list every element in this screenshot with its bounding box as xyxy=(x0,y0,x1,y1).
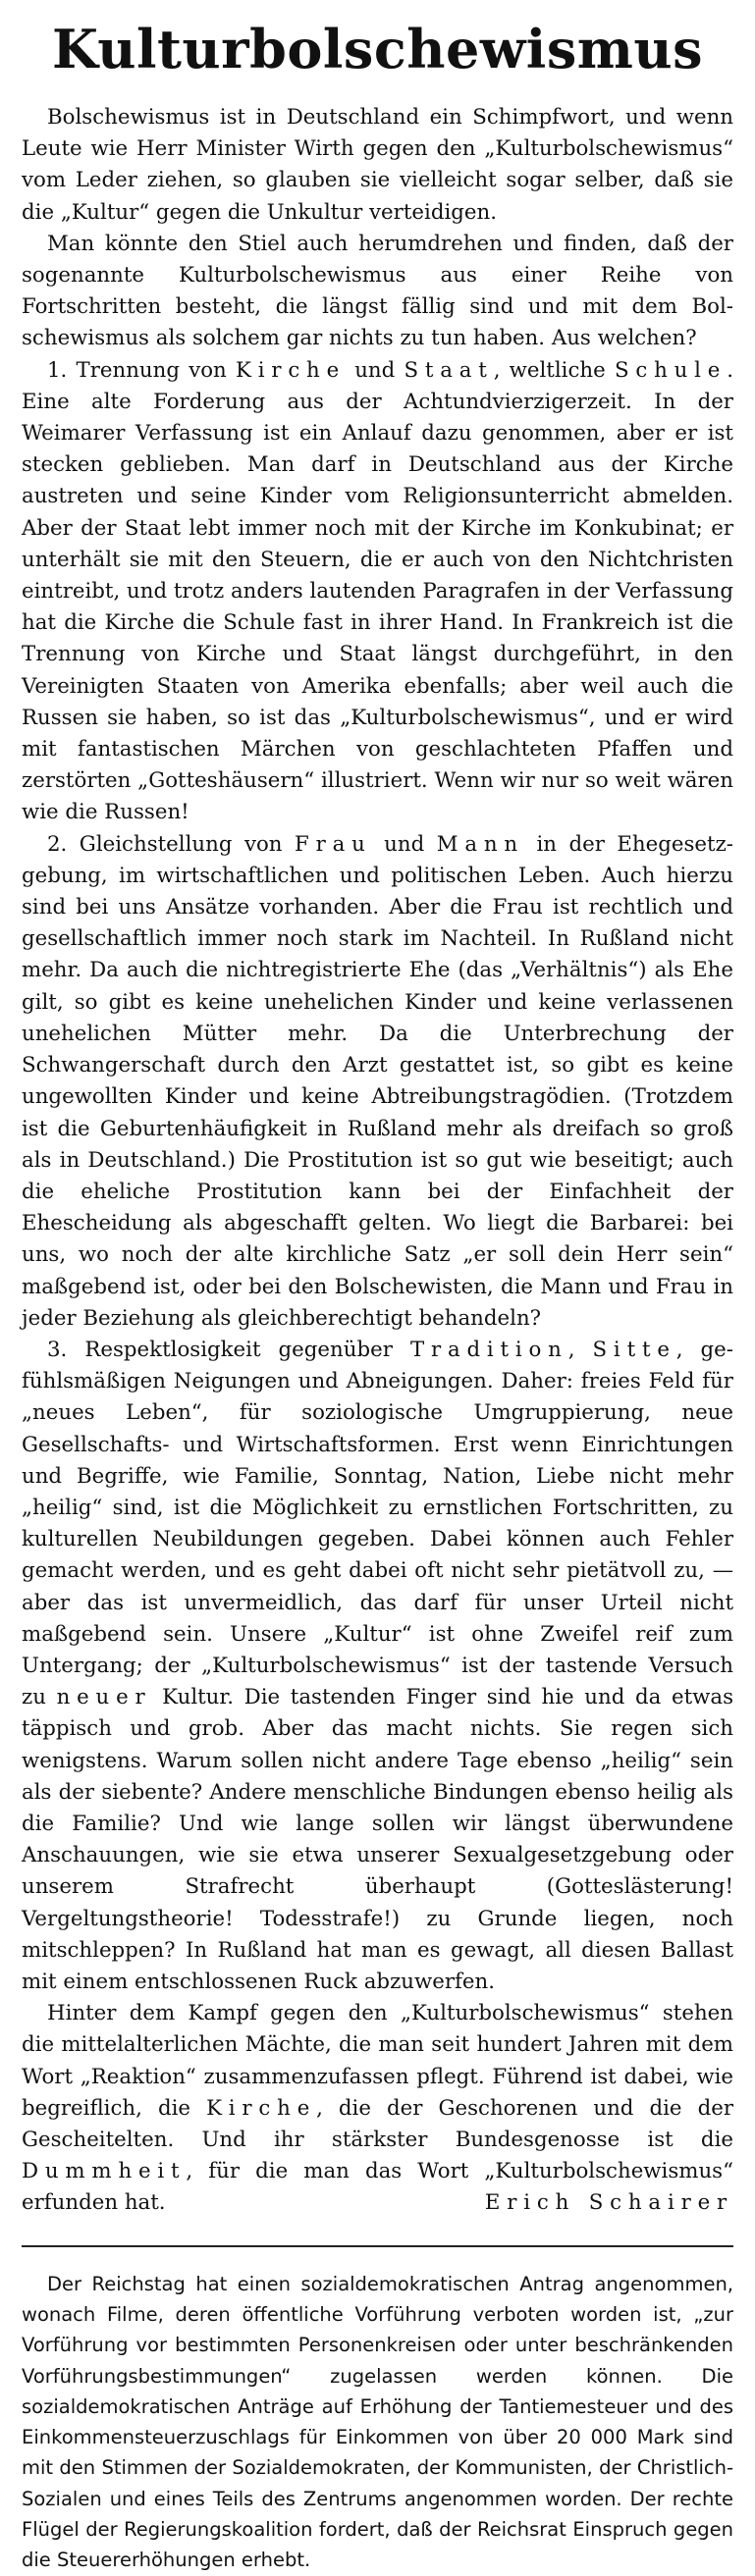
point-3-tradition: Tradition xyxy=(409,1337,568,1362)
point-1-text: . Eine alte Forderung aus der Achtundvierzigerzeit. In der Weimarer Verfassung ist ein Anlauf dazu genommen, aber er ist stecken geblieben. Man darf in Deutschland aus der Kirche austreten und seine Kinder vom Religionsunterricht abmelden. Aber der Staat lebt immer noch mit der Kirche im Konkubinat; er unterhält sie mit den Steuern, die er auch von den Nichtchristen eintreibt, und trotz anders lautenden Paragrafen in der Verfassung hat die Kirche die Schule fast in ihrer Hand. In Frankreich ist die Trennung von Kirche und Staat längst durchgeführt, in den Vereinigten Staaten von Amerika ebenfalls; aber weil auch die Russen sie haben, so ist das „Kulturbolschewismus“, und er wird mit fantastischen Märchen von geschlachteten Pfaffen und zerstörten „Gotteshäusern“ illustriert. Wenn wir nur so weit wären wie die Russen! xyxy=(22,357,733,825)
closing-text-c: , für die man das Wort „Kulturbolschewismus“ erfunden hat. xyxy=(22,2159,733,2216)
paragraph-closing xyxy=(22,1998,733,2219)
point-2-und: und xyxy=(384,831,425,857)
point-2-mann: Mann xyxy=(436,831,524,857)
point-3-neuer: neuer xyxy=(56,1685,152,1710)
point-2-text: in der Ehegesetzgebung, im wirtschaftlichen und politischen Leben. Auch hierzu sind bei uns Ansätze vorhanden. Aber die Frau ist rechtlich und gesellschaftlich immer noch stark im Nachteil. In Rußland nicht mehr. Da auch die nichtregistrierte Ehe (das „Verhältnis“) als Ehe gilt, so gibt es keine unehelichen Kinder und keine verlassenen unehelichen Mütter mehr. Da die Unterbrechung der Schwangerschaft durch den Arzt gestattet ist, so gibt es keine ungewollten Kinder und keine Abtreibungstragödien. (Trotzdem ist die Geburtenhäufigkeit in Rußland mehr als dreifach so groß als in Deutschland.) Die Prostitution ist so gut wie beseitigt; auch die eheliche Prostitution kann bei der Einfachheit der Ehescheidung als abgeschafft gelten. Wo liegt die Barbarei: bei uns, wo noch der alte kirchliche Satz „er soll dein Herr sein“ maßgebend ist, oder bei den Bolschewisten, die Mann und Frau in jeder Beziehung als gleichberechtigt behandeln? xyxy=(22,831,733,1331)
paragraph-intro-1: Bolschewismus ist in Deutschland ein Schimpfwort, und wenn Leute wie Herr Minister Wirth gegen den „Kulturbolschewismus“ vom Leder ziehen, so glauben sie vielleicht sogar selber, daß sie die „Kultur“ gegen die Unkultur verteidigen. xyxy=(22,105,733,225)
closing-dummheit: Dummheit xyxy=(22,2159,187,2184)
point-1-comma: , weltliche xyxy=(493,357,606,383)
point-1-number: 1. Trennung von xyxy=(47,357,227,383)
closing-text-a: Hinter dem Kampf gegen den „Kulturbolschewismus“ stehen die mittelalterlichen Mächte, die man seit hundert Jahren mit dem Wort „Reaktion“ zusammenzufassen pflegt. Führend ist dabei, wie begreiflich, die xyxy=(22,2001,733,2121)
point-1-kirche: Kirche xyxy=(235,357,347,383)
paragraph-point-3: 3. Respektlosigkeit gegenüber Tradition, Sitte, gefühlsmäßigen Neigungen und Abneigungen. Daher: freies Feld für „neues Leben“, für soziologische Umgruppierung, neue Gesellschafts- und Wirtschaftsformen. Erst wenn Einrichtungen und Begriffe, wie Familie, Sonntag, Nation, Liebe nicht mehr „heilig“ sind, ist die Möglichkeit zu ernstlichen Fortschritten, zu kulturellen Neubildungen gegeben. Dabei können auch Fehler gemacht werden, und es geht dabei oft nicht sehr pietätvoll zu, — aber das ist unvermeidlich, das darf für unser Urteil nicht maßgebend sein. Unsere „Kultur“ ist ohne Zweifel reif zum Untergang; der „Kulturbolschewismus“ ist der tastende Versuch zu neuer Kultur. Die tastenden Finger sind hie und da etwas täppisch und grob. Aber das macht nichts. Sie regen sich wenigstens. Warum sollen nicht andere Tage ebenso „heilig“ sein als der siebente? Andere menschliche Bindungen ebenso heilig als die Familie? Und wie lange sollen wir längst überwundene Anschauungen, wie sie etwa unserer Sexualgesetzgebung oder unserem Strafrecht überhaupt (Gotteslästerung! Vergeltungstheorie! Todesstrafe!) zu Grunde liegen, noch mitschleppen? In Rußland hat man es gewagt, all diesen Ballast mit einem entschlossenen Ruck abzuwerfen. xyxy=(22,1337,734,1994)
author-signature: Erich Schairer xyxy=(484,2190,733,2216)
point-3-text-b: Kultur. Die tastenden Finger sind hie und da etwas täppisch und grob. Aber das macht nichts. Sie regen sich wenigstens. Warum sollen nicht andere Tage ebenso „heilig“ sein als der siebente? Andere menschliche Bindungen ebenso heilig als die Familie? Und wie lange sollen wir längst überwundene Anschauungen, wie sie etwa unserer Sexualgesetzgebung oder unserem Strafrecht überhaupt (Gotteslästerung! Vergeltungstheorie! Todesstrafe!) zu Grunde liegen, noch mitschleppen? In Rußland hat man es gewagt, all diesen Ballast mit einem entschlossenen Ruck abzuwerfen. xyxy=(22,1685,734,1994)
point-2-frau: Frau xyxy=(295,831,372,857)
article-title: Kulturbolschewismus xyxy=(51,18,704,80)
news-paragraph: Der Reichstag hat einen sozialdemokratischen Antrag angenommen, wonach Filme, deren öffentliche Vorführung verboten worden ist, „zur Vorführung vor bestimmten Personenkreisen oder unter beschränkenden Vorführungsbestimmungen“ zugelassen werden können. Die sozialdemokratischen Anträge auf Erhöhung der Tantiemesteuer und des Einkommensteuerzuschlags für Einkommen von über 20 000 Mark sind mit den Stimmen der Sozialdemokraten, der Kommunisten, der Christlich-Sozialen und eines Teils des Zentrums angenommen worden. Der rechte Flügel der Regierungskoalition fordert, daß der Reichsrat Einspruch gegen die Steuererhöhungen erhebt. xyxy=(22,2272,733,2572)
closing-text-b: , die der Geschorenen und die der Gescheitelten. Und ihr stärkster Bundesgenosse ist die xyxy=(22,2095,733,2152)
paragraph-point-2 xyxy=(22,829,733,1335)
paragraph-point-1 xyxy=(22,355,733,829)
article-body xyxy=(22,102,733,2220)
point-2-number: 2. Gleichstellung von xyxy=(47,831,283,857)
news-brief xyxy=(22,2269,733,2576)
closing-kirche: Kirche xyxy=(206,2095,317,2121)
point-3-sitte: Sitte xyxy=(592,1337,676,1362)
paragraph-intro-2: Man könnte den Stiel auch herumdrehen und finden, daß der sogenannte Kulturbolschewismus aus einer Reihe von Fortschritten besteht, die längst fällig sind und mit dem Bolschewismus als solchem gar nichts zu tun haben. Aus welchen? xyxy=(22,231,733,351)
section-divider xyxy=(22,2245,733,2247)
point-3-number: 3. Respektlosigkeit gegenüber xyxy=(47,1337,393,1362)
point-1-schule: Schule xyxy=(614,357,728,383)
point-1-und: und xyxy=(354,357,396,383)
point-1-staat: Staat xyxy=(404,357,494,383)
point-3-text-a: , gefühlsmäßigen Neigungen und Abneigungen. Daher: freies Feld für „neues Leben“, für soziologische Umgruppierung, neue Gesellschafts- und Wirtschaftsformen. Erst wenn Einrichtungen und Begriffe, wie Familie, Sonntag, Nation, Liebe nicht mehr „heilig“ sind, ist die Möglichkeit zu ernstlichen Fortschritten, zu kulturellen Neubildungen gegeben. Dabei können auch Fehler gemacht werden, und es geht dabei oft nicht sehr pietätvoll zu, — aber das ist unvermeidlich, das darf für unser Urteil nicht maßgebend sein. Unsere „Kultur“ ist ohne Zweifel reif zum Untergang; der „Kulturbolschewismus“ ist der tastende Versuch zu xyxy=(22,1337,733,1710)
